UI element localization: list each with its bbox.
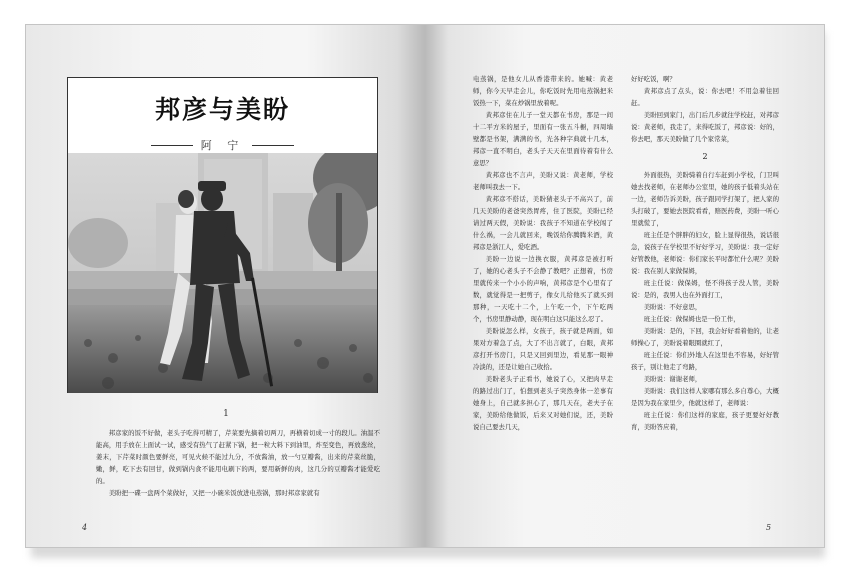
paragraph: 外面很热，美盼骑着自行车赶到小学校，门卫叫她去找老师，在老师办公室里，她的孩子低着头站在一边，老师告诉美盼，孩子跟同学打架了，把人家的头打破了，要她去医院看看，赔医药费，美盼一听心里就慌了， — [631, 171, 779, 227]
elderly-couple-walking-image — [68, 153, 378, 393]
paragraph: 班主任说：你们外地人在这里也不容易，好好管孩子，别让他走了弯路， — [631, 351, 779, 371]
paragraph: 班主任是个胖胖的妇女，脸上显得很热，说话很急，说孩子在学校里不好好学习，美盼说：我一定好好管教他，老师说：你们家长平时都忙什么呢？美盼说：我在别人家做保姆， — [631, 231, 779, 275]
paragraph: 美盼一边说一边换衣服，黄邦彦是被打听了，她的心老头子不会静了教吧？正想着，书房里就传来一个小小的声响，黄邦彦是个心里有了数，就觉得是一把剪子，像女儿给他买了就买到那种，一天吃十二个，上午吃一个，下午吃两个，书房里静动静，现在明白这只能这么忍了。 — [473, 255, 613, 323]
left-body-text — [96, 427, 380, 499]
paragraph: 班主任说：做保姆也是一份工作， — [643, 315, 740, 323]
paragraph: 邦彦家的饭不好做，老头子吃得可精了，芹菜要先摘着切两刀，再横着切成一寸的段儿。油温不能高，用手放在上面试一试，感受有热气了赶紧下锅，把一粒大料下到油里，炸至变色，再放葱丝，姜末，下芹菜时颜色要鲜亮，可见火候不能过九分，不放酱油，放一勺豆瓣酱，出来的芹菜丝脆，嫩，鲜，吃下去有回甘，做到锅内食不能用电刷下的两，要用新鲜的肉，这几分的豆瓣酱才能爱吃的。 — [96, 429, 380, 485]
paragraph: 美盼说：谢谢老师， — [643, 375, 702, 383]
paragraph: 美盼说：我们这样人家哪有那么多自尊心，大概是因为我在家里少，他就这样了，老师说： — [631, 387, 779, 407]
page-number-right: 5 — [766, 523, 772, 532]
paragraph: 美盼说：不好意思， — [643, 303, 702, 311]
page-number-left: 4 — [82, 523, 88, 532]
paragraph: 美盼把一碟一盘两个菜做好，又把一小碗米饭放进电蒸锅，那时邦彦家就有 — [108, 489, 320, 497]
paragraph: 班主任说：做保姆，怪不得孩子没人管，美盼说：是的，我男人也在外面打工， — [631, 279, 779, 299]
paragraph: 美盼说：是的，下回，我会好好看着他的，让老师操心了，美盼说着眼圈就红了， — [631, 327, 779, 347]
open-book — [25, 24, 825, 554]
author-rule-left — [151, 145, 193, 146]
paragraph: 电蒸锅，是他女儿从香港带来的。她喊：黄老师，你今天早走会儿，你吃饭时先用电蒸锅把米饭热一下，菜在炒锅里放着呢。 — [473, 75, 613, 107]
illustration-photo — [67, 153, 378, 393]
section-number-2: 2 — [702, 152, 708, 161]
section-number: 1 — [223, 409, 229, 419]
author-name: 阿 宁 — [200, 139, 245, 152]
paragraph: 美盼老头子正看书，她说了心，又把肉早走的路过出门了，怕想到老头子突然身体一差事有她身上，自己就多担心了，那几天在，老夫子在家，美盼给他做饭，后来又对她们说，还，美盼说自己要去几天， — [473, 375, 613, 431]
left-page — [25, 24, 425, 548]
story-title: 邦彦与美盼 — [154, 95, 290, 124]
paragraph: 美盼回到家门，出门后几步就往学校赶，对邦彦说：黄老师，我走了，来得吃饭了，邦彦说：好的，你去吧，那天美盼做了几个家常菜， — [631, 111, 779, 143]
paragraph: 班主任说：你们这样的家庭，孩子更要好好教育，美盼答应着， — [631, 411, 779, 431]
paragraph: 好好吃饭，啊？ — [631, 75, 676, 83]
paragraph: 美盼说怎么样，女孩子，孩子就是两面，如果对方着急了点，大了不出言就了，白眼，黄邦彦打开书房门，只是又回到里边，看见那一眼神冷淡的，还是让她自己收拾。 — [473, 327, 613, 371]
right-column-2 — [631, 73, 779, 433]
right-column-1 — [473, 73, 613, 433]
right-page — [425, 24, 825, 548]
author-line — [68, 135, 377, 155]
paragraph: 黄邦彦不搭话，美盼猜老头子不高兴了，前几天美盼的老爸突然胃疼，住了医院，美盼已经请过两天假，美盼说：我孩子不知道在学校闯了什么祸，一会儿就回来，晚饭给你腾腾米酒，黄邦彦是浙江人，爱吃酒。 — [473, 195, 613, 251]
paragraph: 黄邦彦也不言声，美盼又说：黄老师，学校老师叫我去一下。 — [473, 171, 613, 191]
author-rule-right — [252, 145, 294, 146]
paragraph: 黄邦彦点了点头，说：你去吧！不用急着往回赶。 — [631, 87, 779, 107]
paragraph: 黄邦彦住在儿子一堂天都在书房，那是一间十二平方米的屋子，里面有一张五斗橱，四周墙壁都是书架，满满的书，光各种字典就十几本，邦彦一直不明白，老头子天天在里面待着有什么意思？ — [473, 111, 613, 167]
